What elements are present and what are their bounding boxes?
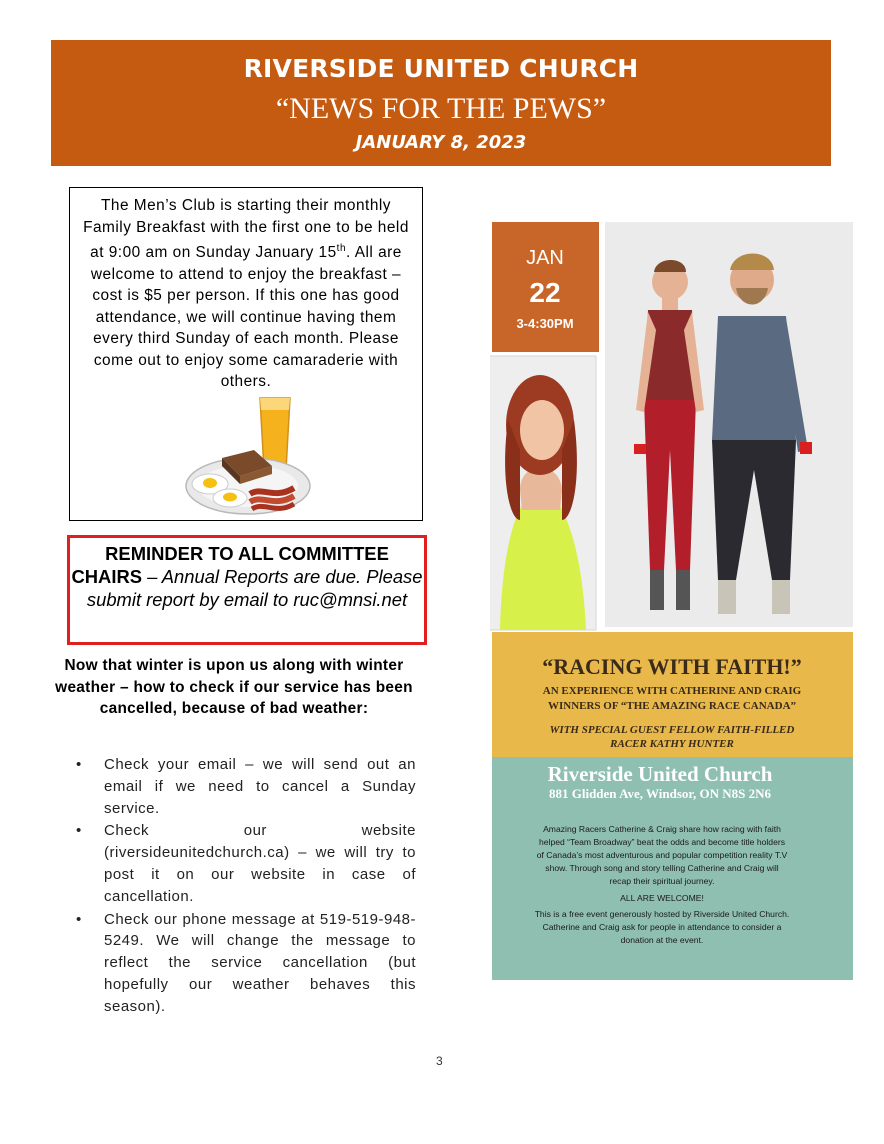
poster-body-line: helped “Team Broadway” beat the odds and become title holders [538,837,786,847]
event-subtitle-1: AN EXPERIENCE WITH CATHERINE AND CRAIG [542,685,802,697]
poster-body-line: of Canada’s most adventurous and popular competition reality T.V [536,850,788,860]
cancellation-list [72,754,416,1019]
poster-body-line: Amazing Racers Catherine & Craig share how racing with faith [543,824,781,834]
poster-body-line: This is a free event generously hosted by Riverside United Church. [534,909,790,919]
event-title: “RACING WITH FAITH!” [542,654,802,679]
poster-body-line: show. Through song and story telling Catherine and Craig will [545,863,779,873]
event-day: 22 [529,277,561,308]
reminder-heading: REMINDER TO ALL COMMITTEE CHAIRS [71,543,389,587]
church-name: RIVERSIDE UNITED CHURCH [243,54,639,83]
reminder-text: – Annual Reports are due. Please submit report by email to ruc@mnsi.net [86,566,423,610]
committee-reminder [67,535,427,645]
newsletter-title: “NEWS FOR THE PEWS” [275,92,607,125]
mens-club-text: The Men’s Club is starting their monthly Family Breakfast with the first one to be held at 9:00 am on Sunday January 15th. All are welcome to attend to enjoy the breakfast – cost is $5 per person. If this one has good attendance, we will continue having them every third Sunday of each month. Please come out to enjoy some camaraderie with others. [83,197,409,391]
venue-name: Riverside United Church [547,762,773,786]
special-guest-1: WITH SPECIAL GUEST FELLOW FAITH-FILLED [549,724,795,736]
event-poster [490,220,855,980]
poster-body-line: recap their spiritual journey. [609,876,715,886]
list-item: • Check your email – we will send out an email if we need to cancel a Sunday service. [76,756,416,817]
event-month: JAN [526,247,564,269]
special-guest-2: RACER KATHY HUNTER [610,738,734,750]
poster-welcome: ALL ARE WELCOME! [620,893,704,903]
poster-body-line: donation at the event. [620,935,704,945]
newsletter-header [51,40,831,166]
catherine-and-craig-photo [605,222,853,627]
bullet-icon: • [76,910,82,928]
venue-address: 881 Glidden Ave, Windsor, ON N8S 2N6 [548,786,772,801]
event-time: 3-4:30PM [516,316,574,331]
winter-heading: Now that winter is upon us along with winter weather – how to check if our service has been cancelled, because of bad weather: [55,657,413,717]
mens-club-notice [69,187,423,521]
page-number: 3 [436,1054,443,1068]
kathy-hunter-photo [490,356,596,630]
list-item: • Check our website (riversideunitedchurch.ca) – we will try to post it on our website in case of cancellation. [76,822,416,905]
bullet-icon: • [76,822,82,840]
event-subtitle-2: WINNERS OF “THE AMAZING RACE CANADA” [547,700,797,712]
bullet-icon: • [76,756,82,773]
newsletter-date: JANUARY 8, 2023 [355,132,527,153]
breakfast-illustration [182,388,322,518]
list-item: • Check our phone message at 519-519-948-5249. We will change the message to reflect the service cancellation (but hopefully our weather behaves this season). [76,910,416,1015]
poster-body-line: Catherine and Craig ask for people in attendance to consider a [542,922,782,932]
